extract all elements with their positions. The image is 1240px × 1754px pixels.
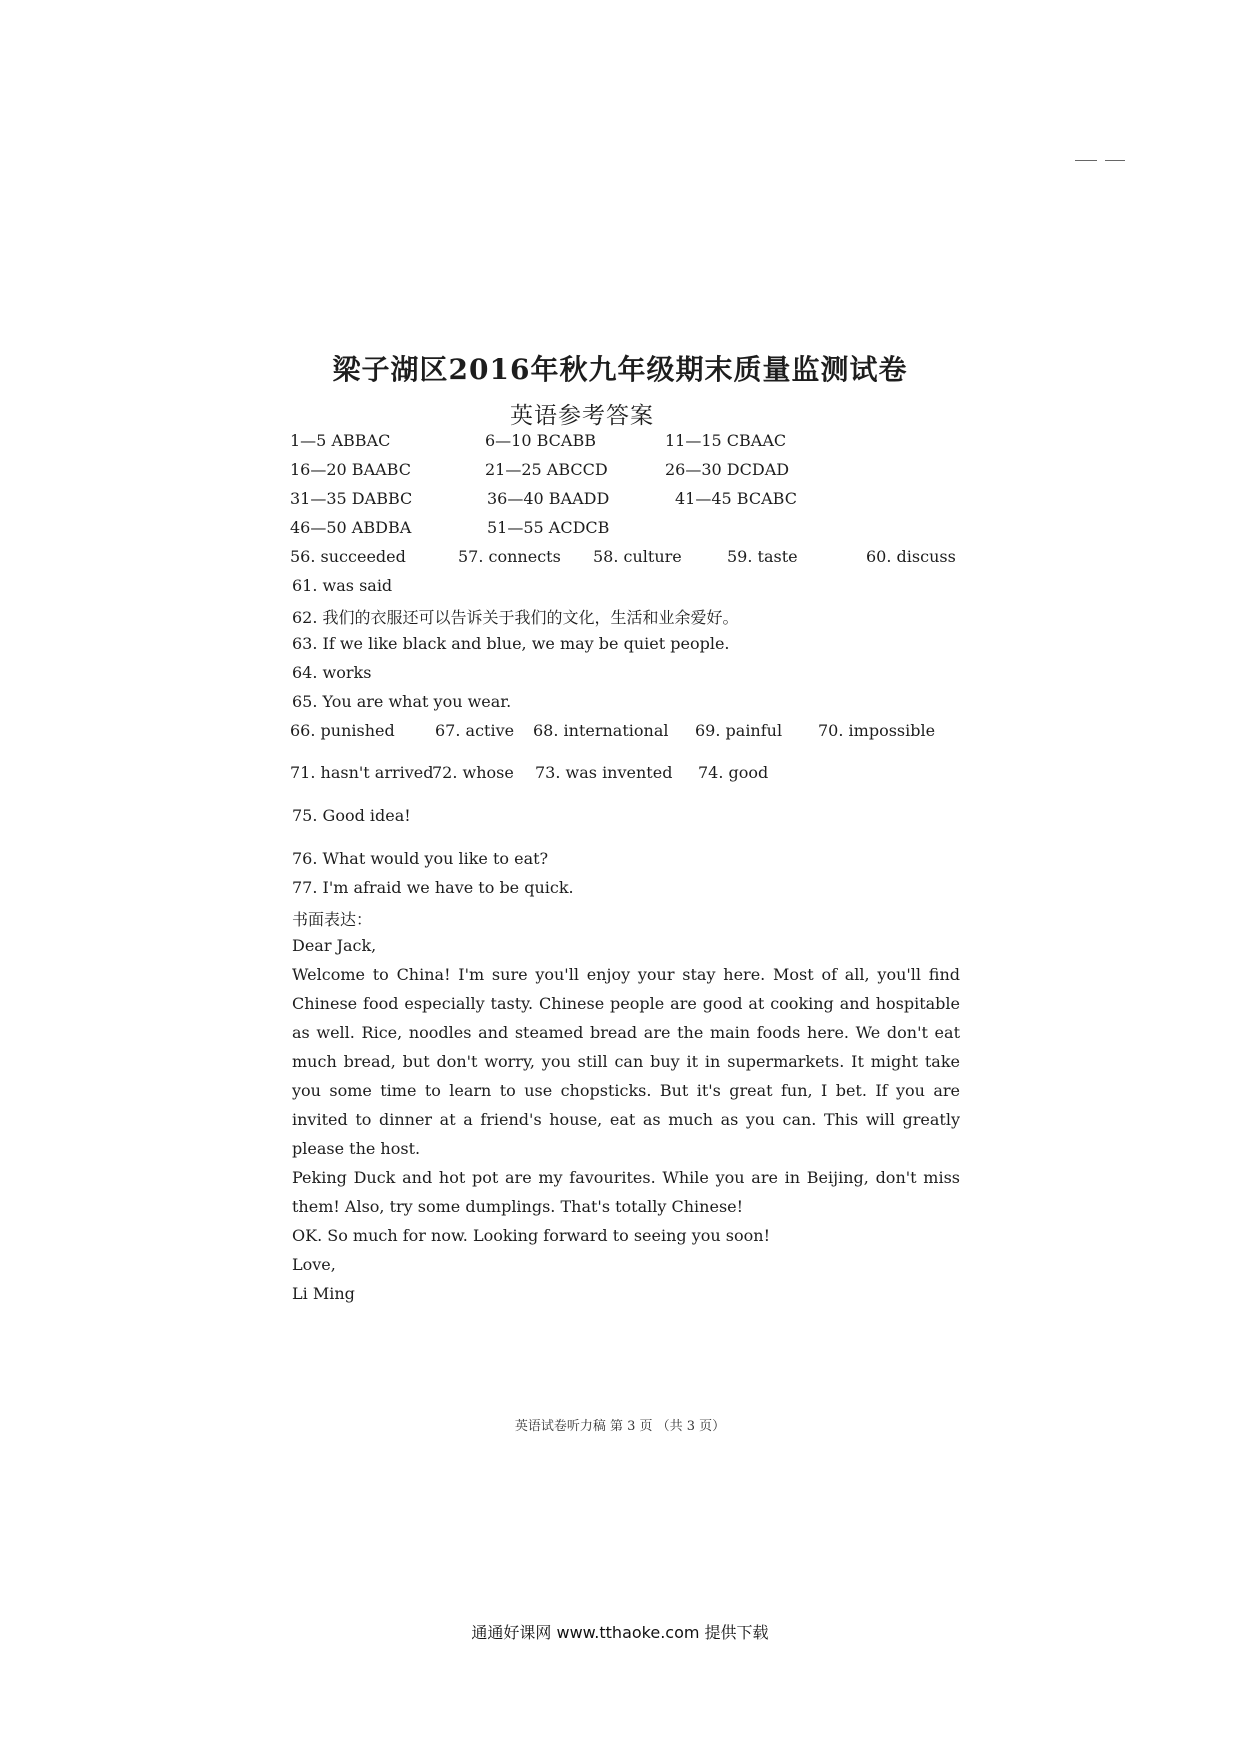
answer-64: 64. works [292,663,372,682]
fill-answer: 56. succeeded [290,547,406,566]
page-number-footer: 英语试卷听力稿 第 3 页 （共 3 页） [514,1419,726,1434]
fill-answer: 58. culture [593,547,682,566]
exam-title: 梁子湖区2016年秋九年级期末质量监测试卷 [332,353,908,386]
fill-answer: 67. active [435,721,515,740]
mc-answer: 31—35 DABBC [290,489,413,508]
mc-answer: 21—25 ABCCD [485,460,608,479]
mc-answer: 41—45 BCABC [675,489,797,508]
site-watermark-footer: 通通好课网 www.tthaoke.com 提供下载 [471,1623,769,1642]
letter-paragraph: Peking Duck and hot pot are my favourites. While you are in Beijing, don't miss them! Also, try some dumplings. That's totally Chinese! [292,1168,960,1216]
fill-answer: 72. whose [432,763,514,782]
letter-salutation: Dear Jack, [292,936,377,955]
answer-65: 65. You are what you wear. [292,692,512,711]
letter-closing: Love, [292,1255,336,1274]
fill-answer: 66. punished [290,721,395,740]
mc-answer: 36—40 BAADD [487,489,610,508]
answer-77: 77. I'm afraid we have to be quick. [292,878,574,897]
answer-76: 76. What would you like to eat? [292,849,549,868]
fill-answer: 74. good [698,763,769,782]
mc-answer: 11—15 CBAAC [665,431,787,450]
letter-signature: Li Ming [292,1284,355,1303]
fill-answer: 69. painful [695,721,783,740]
mc-answer: 1—5 ABBAC [290,431,391,450]
answer-63: 63. If we like black and blue, we may be quiet people. [292,634,730,653]
scan-artifact [1075,160,1097,161]
mc-answer: 46—50 ABDBA [290,518,412,537]
answer-key-subtitle: 英语参考答案 [510,403,654,429]
fill-answer: 70. impossible [818,721,936,740]
answer-61: 61. was said [292,576,393,595]
letter-paragraph: Welcome to China! I'm sure you'll enjoy your stay here. Most of all, you'll find Chinese food especially tasty. Chinese people are good at cooking and hospitable as well. Rice, noodles and steamed bread are the main foods here. We don't eat much bread, but don't worry, you still can buy it in supermarkets. It might take you some time to learn to use chopsticks. But it's great fun, I bet. If you are invited to dinner at a friend's house, eat as much as you can. This will greatly please the host. [292,965,960,1158]
mc-answer: 51—55 ACDCB [487,518,610,537]
mc-answer: 26—30 DCDAD [665,460,790,479]
fill-answer: 73. was invented [535,763,673,782]
writing-heading: 书面表达： [292,910,373,929]
answer-75: 75. Good idea! [292,806,411,825]
answer-62: 62. 我们的衣服还可以告诉关于我们的文化，生活和业余爱好。 [292,608,739,627]
letter-body [292,960,960,1308]
scan-artifact [1105,160,1125,161]
fill-answer: 59. taste [727,547,798,566]
mc-answer: 16—20 BAABC [290,460,411,479]
letter-paragraph: OK. So much for now. Looking forward to seeing you soon! [292,1226,771,1245]
mc-answer: 6—10 BCABB [485,431,596,450]
fill-answer: 71. hasn't arrived [290,763,434,782]
fill-answer: 57. connects [458,547,561,566]
fill-answer: 60. discuss [866,547,956,566]
fill-answer: 68. international [533,721,669,740]
